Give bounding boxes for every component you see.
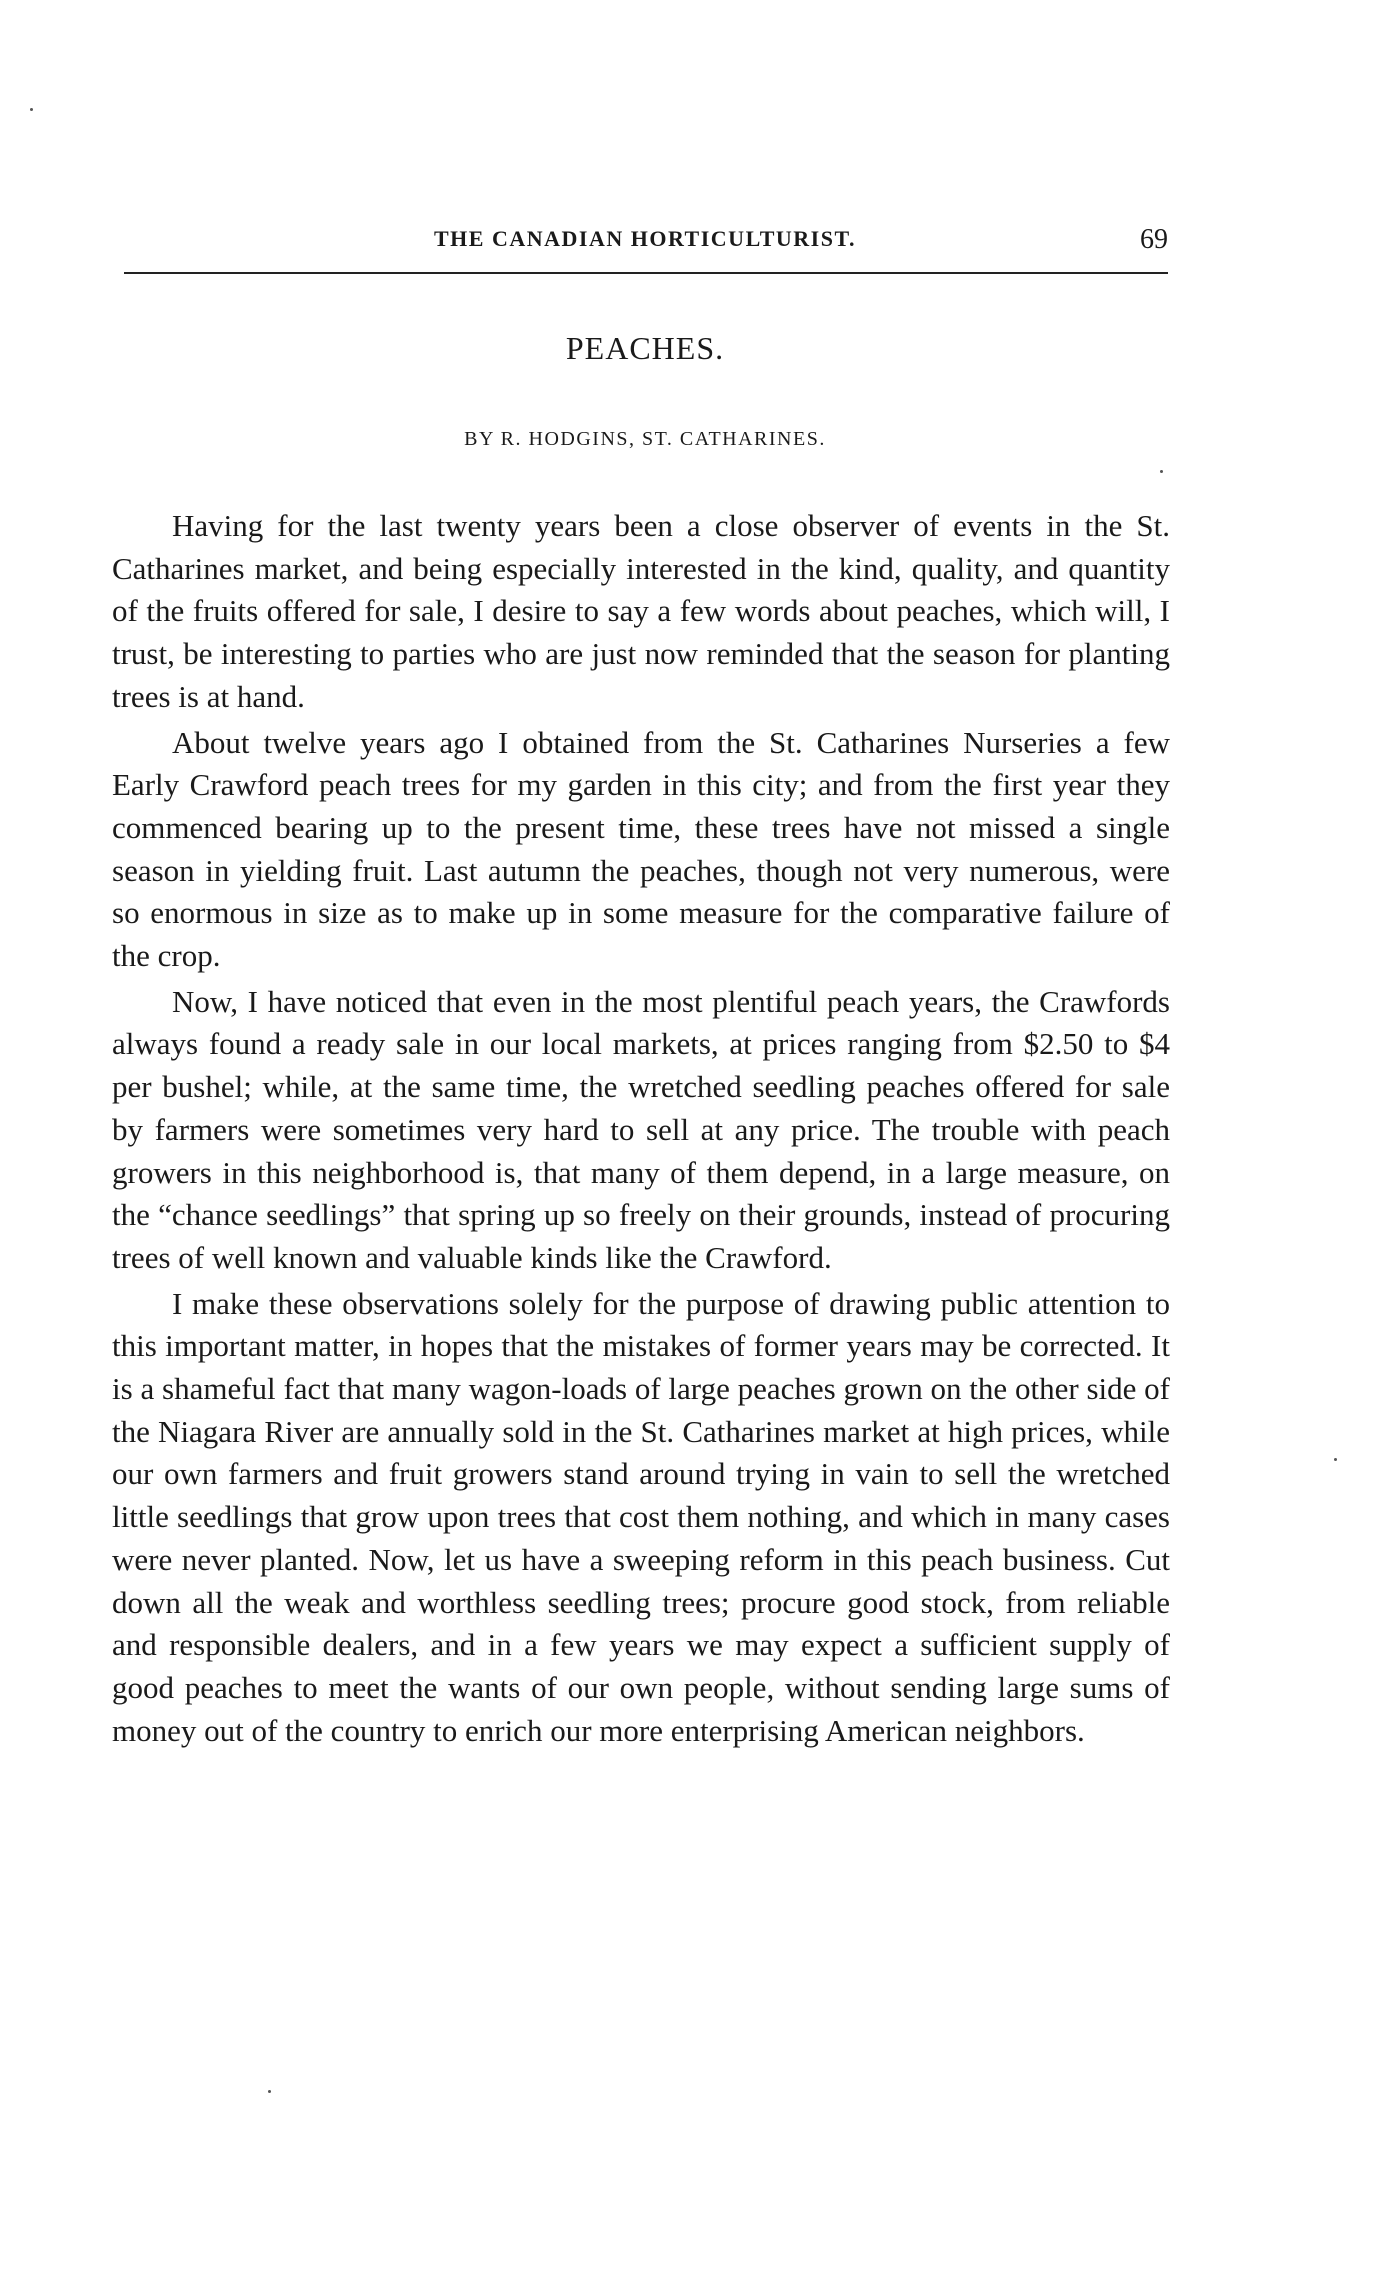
scan-speck (1334, 1458, 1337, 1461)
running-title: THE CANADIAN HORTICULTURIST. (433, 226, 857, 251)
paragraph-1: Having for the last twenty years been a close observer of events in the St. Catharines market, and being especially interested in the kind, quality, and quantity of the fruits offered for sale, I desire to say a few words about peaches, which will, I trust, be interesting to parties who are just now reminded that the season for planting trees is at hand. (112, 508, 1170, 714)
paragraph-3: Now, I have noticed that even in the most plentiful peach years, the Crawfords always found a ready sale in our local markets, at prices ranging from $2.50 to $4 per bushel; while, at the same time, the wretched seedling peaches offered for sale by farmers were sometimes very hard to sell at any price. The trouble with peach growers in this neighborhood is, that many of them depend, in a large measure, on the “chance seedlings” that spring up so freely on their grounds, instead of procuring trees of well known and valuable kinds like the Crawford. (112, 983, 1170, 1275)
scan-speck (1160, 470, 1163, 473)
article-byline: BY R. HODGINS, ST. CATHARINES. (464, 428, 826, 450)
scan-speck (268, 2090, 271, 2093)
header-rule (124, 272, 1168, 274)
paragraph-2: About twelve years ago I obtained from the St. Catharines Nurseries a few Early Crawford peach trees for my garden in this city; and from the first year they commenced bearing up to the present time, these trees have not missed a single season in yielding fruit. Last autumn the peaches, though not very numerous, were so enormous in size as to make up in some measure for the comparative failure of the crop. (112, 724, 1170, 974)
page-number: 69 (1140, 224, 1168, 255)
running-head (122, 226, 1168, 260)
scan-speck (30, 108, 33, 111)
paragraph-4: I make these observations solely for the purpose of drawing public attention to this important matter, in hopes that the mistakes of former years may be corrected. It is a shameful fact that many wagon-loads of large peaches grown on the other side of the Niagara River are annually sold in the St. Catharines market at high prices, while our own farmers and fruit growers stand around trying in vain to sell the wretched little seedlings that grow upon trees that cost them nothing, and which in many cases were never planted. Now, let us have a sweeping reform in this peach business. Cut down all the weak and worthless seedling trees; procure good stock, from reliable and responsible dealers, and in a few years we may expect a sufficient supply of good peaches to meet the wants of our own people, without sending large sums of money out of the country to enrich our more enterprising American neighbors. (112, 1285, 1170, 1748)
article-body (112, 505, 1170, 1755)
article-title: PEACHES. (565, 330, 725, 366)
